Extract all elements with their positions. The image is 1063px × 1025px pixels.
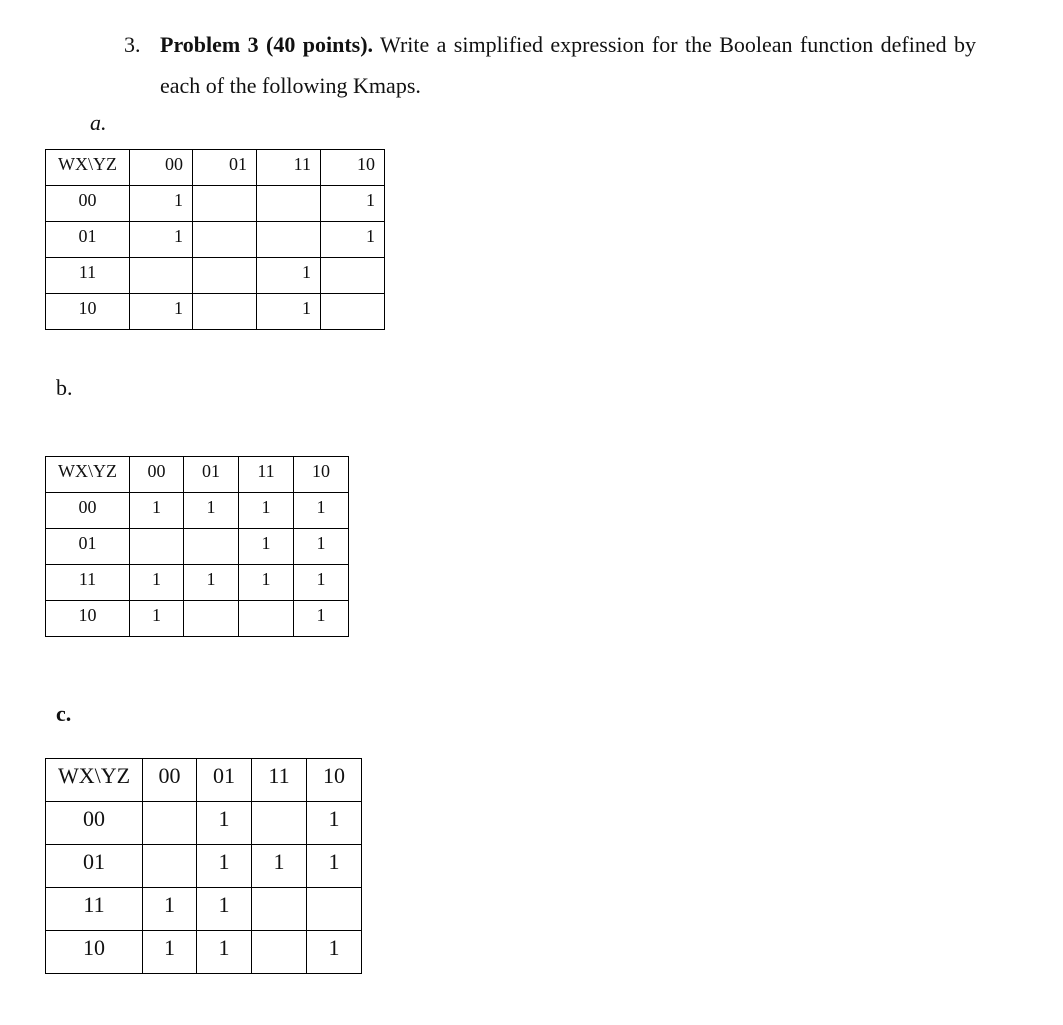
kmap-cell (193, 258, 257, 294)
kmap-header-row (46, 150, 385, 186)
kmap-cell: 1 (143, 888, 197, 931)
kmap-cell: 1 (307, 931, 362, 974)
kmap-row-header: 10 (46, 294, 130, 330)
kmap-cell (184, 529, 239, 565)
kmap-cell: 1 (321, 222, 385, 258)
kmap-cell: 1 (257, 258, 321, 294)
kmap-cell (257, 186, 321, 222)
kmap-a-label: a. (90, 110, 107, 135)
kmap-cell: 1 (143, 931, 197, 974)
kmap-cell (193, 294, 257, 330)
kmap-cell (252, 888, 307, 931)
kmap-cell: 1 (257, 294, 321, 330)
kmap-column-header: 01 (193, 150, 257, 186)
kmap-column-header: 11 (257, 150, 321, 186)
kmap-cell (130, 258, 193, 294)
kmap-cell (239, 601, 294, 637)
kmap-cell (184, 601, 239, 637)
kmap-column-header: 10 (294, 457, 349, 493)
kmap-cell (193, 222, 257, 258)
kmap-cell: 1 (294, 601, 349, 637)
kmap-column-header: 01 (197, 759, 252, 802)
kmap-cell: 1 (239, 529, 294, 565)
kmap-cell (143, 802, 197, 845)
kmap-row-header: 01 (46, 529, 130, 565)
kmap-cell (321, 294, 385, 330)
kmap-cell: 1 (197, 802, 252, 845)
kmap-cell: 1 (307, 845, 362, 888)
problem-number: 3. (124, 32, 141, 57)
kmap-corner-label: WX\YZ (46, 150, 130, 186)
kmap-row-header: 00 (46, 493, 130, 529)
kmap-c-label: c. (56, 701, 72, 726)
kmap-cell: 1 (294, 493, 349, 529)
kmap-row-header: 11 (46, 258, 130, 294)
kmap-cell: 1 (239, 565, 294, 601)
kmap-row-header: 00 (46, 186, 130, 222)
kmap-row-header: 10 (46, 601, 130, 637)
kmap-cell: 1 (294, 565, 349, 601)
kmap-row-header: 11 (46, 888, 143, 931)
kmap-cell (321, 258, 385, 294)
kmap-cell: 1 (130, 294, 193, 330)
kmap-cell: 1 (252, 845, 307, 888)
kmap-cell: 1 (130, 565, 184, 601)
kmap-row (46, 888, 362, 931)
kmap-cell: 1 (184, 493, 239, 529)
problem-statement (124, 24, 976, 106)
kmap-cell (143, 845, 197, 888)
kmap-a (45, 149, 385, 330)
kmap-cell: 1 (130, 493, 184, 529)
kmap-header-row (46, 457, 349, 493)
kmap-b-label: b. (56, 375, 73, 400)
kmap-cell: 1 (130, 186, 193, 222)
kmap-row (46, 493, 349, 529)
kmap-row (46, 802, 362, 845)
kmap-corner-label: WX\YZ (46, 457, 130, 493)
kmap-column-header: 00 (130, 457, 184, 493)
kmap-row-header: 01 (46, 845, 143, 888)
kmap-cell: 1 (184, 565, 239, 601)
kmap-row-header: 10 (46, 931, 143, 974)
kmap-row (46, 258, 385, 294)
problem-text-block (160, 24, 976, 106)
kmap-cell: 1 (130, 601, 184, 637)
problem-title: Problem 3 (40 points). (160, 32, 374, 57)
kmap-cell: 1 (307, 802, 362, 845)
kmap-c (45, 758, 362, 974)
kmap-cell (130, 529, 184, 565)
kmap-row (46, 565, 349, 601)
kmap-cell: 1 (294, 529, 349, 565)
kmap-cell (193, 186, 257, 222)
kmap-cell (252, 802, 307, 845)
problem-instructions: Write a simplified expression for the Boolean function defined by each of the following Kmaps. (160, 32, 977, 98)
kmap-cell (307, 888, 362, 931)
kmap-cell: 1 (197, 845, 252, 888)
kmap-cell: 1 (321, 186, 385, 222)
kmap-column-header: 00 (130, 150, 193, 186)
kmap-row-header: 00 (46, 802, 143, 845)
kmap-column-header: 10 (307, 759, 362, 802)
kmap-row (46, 294, 385, 330)
kmap-column-header: 11 (252, 759, 307, 802)
kmap-row (46, 186, 385, 222)
kmap-row (46, 222, 385, 258)
kmap-cell: 1 (197, 931, 252, 974)
kmap-corner-label: WX\YZ (46, 759, 143, 802)
kmap-row-header: 11 (46, 565, 130, 601)
kmap-column-header: 01 (184, 457, 239, 493)
kmap-cell: 1 (239, 493, 294, 529)
kmap-column-header: 11 (239, 457, 294, 493)
kmap-row (46, 601, 349, 637)
kmap-header-row (46, 759, 362, 802)
kmap-row (46, 529, 349, 565)
kmap-row-header: 01 (46, 222, 130, 258)
kmap-column-header: 00 (143, 759, 197, 802)
kmap-cell: 1 (130, 222, 193, 258)
kmap-b (45, 456, 349, 637)
kmap-cell (252, 931, 307, 974)
kmap-column-header: 10 (321, 150, 385, 186)
kmap-row (46, 931, 362, 974)
kmap-cell: 1 (197, 888, 252, 931)
kmap-cell (257, 222, 321, 258)
kmap-row (46, 845, 362, 888)
